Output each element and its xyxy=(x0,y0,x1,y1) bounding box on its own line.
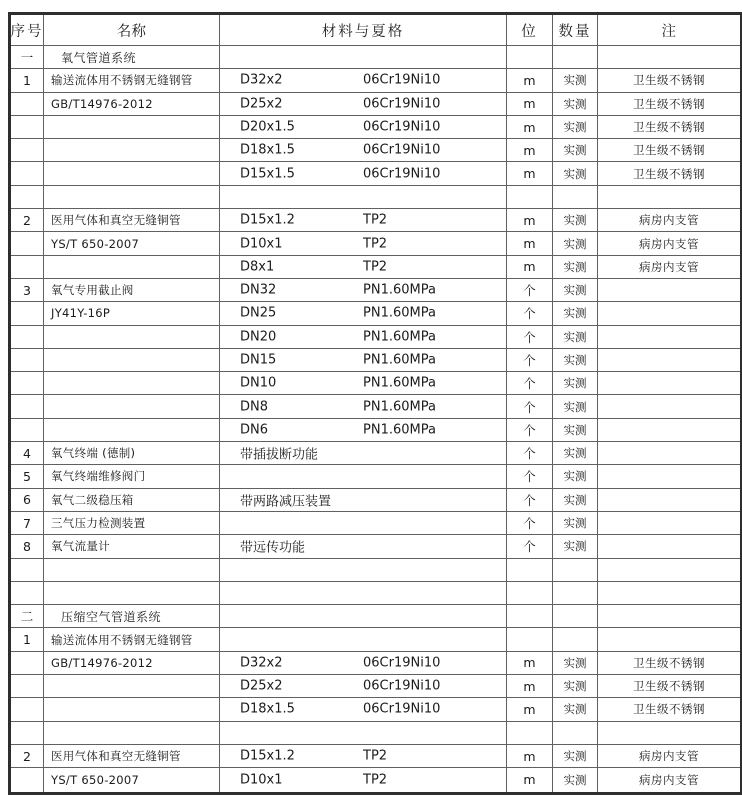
cell-quantity: 实测 xyxy=(553,232,598,254)
cell-note: 卫生级不锈钢 xyxy=(633,120,705,135)
cell-quantity: 实测 xyxy=(553,256,598,278)
cell-unit: m xyxy=(507,256,553,278)
spec-material: 06Cr19Ni10 xyxy=(363,119,441,135)
cell-unit xyxy=(507,582,553,604)
cell-serial xyxy=(11,232,44,254)
cell-unit: 个 xyxy=(507,372,553,394)
cell-unit: m xyxy=(507,162,553,184)
cell-serial: 1 xyxy=(11,69,44,91)
table-row xyxy=(11,116,740,139)
cell-quantity: 实测 xyxy=(553,209,598,231)
cell-note xyxy=(598,419,740,441)
cell-serial xyxy=(11,768,44,791)
spec-material: 06Cr19Ni10 xyxy=(363,655,441,671)
cell-note xyxy=(598,302,740,324)
cell-name xyxy=(44,326,220,348)
cell-quantity: 实测 xyxy=(553,116,598,138)
table-row xyxy=(11,605,740,628)
spec-material: 06Cr19Ni10 xyxy=(363,678,441,694)
cell-note xyxy=(598,46,740,68)
cell-serial xyxy=(11,582,44,604)
cell-name xyxy=(44,256,220,278)
spec-material: PN1.60MPa xyxy=(363,422,436,438)
cell-note xyxy=(598,395,740,417)
cell-note xyxy=(598,559,740,581)
cell-spec xyxy=(220,675,507,697)
cell-unit xyxy=(507,605,553,627)
cell-spec xyxy=(220,116,507,138)
cell-spec xyxy=(220,722,507,744)
cell-note: 卫生级不锈钢 xyxy=(633,166,705,181)
cell-unit xyxy=(507,186,553,208)
cell-name xyxy=(44,372,220,394)
cell-name xyxy=(44,349,220,371)
cell-quantity xyxy=(553,605,598,627)
cell-serial: 6 xyxy=(11,489,44,511)
cell-serial: 4 xyxy=(11,442,44,464)
table-row xyxy=(11,465,740,488)
cell-note: 卫生级不锈钢 xyxy=(633,655,705,670)
cell-spec xyxy=(220,326,507,348)
cell-spec xyxy=(220,209,507,231)
cell-name: 医用气体和真空无缝铜管 xyxy=(44,209,220,231)
spec-size: D18x1.5 xyxy=(240,701,295,717)
spec-size: DN8 xyxy=(240,399,269,415)
spec-size: D15x1.2 xyxy=(240,212,295,228)
cell-spec xyxy=(220,372,507,394)
cell-name: 氧气管道系统 xyxy=(44,46,220,68)
cell-quantity: 实测 xyxy=(553,489,598,511)
cell-spec xyxy=(220,232,507,254)
cell-serial xyxy=(11,675,44,697)
table-row xyxy=(11,279,740,302)
cell-note: 病房内支管 xyxy=(639,213,699,228)
table-row xyxy=(11,675,740,698)
cell-unit: 个 xyxy=(507,465,553,487)
table-row xyxy=(11,69,740,92)
table-row xyxy=(11,372,740,395)
cell-spec xyxy=(220,582,507,604)
cell-serial: 2 xyxy=(11,745,44,767)
cell-note xyxy=(598,326,740,348)
cell-name: YS/T 650-2007 xyxy=(44,768,220,791)
cell-spec xyxy=(220,279,507,301)
cell-name xyxy=(44,395,220,417)
table-row xyxy=(11,652,740,675)
cell-quantity xyxy=(553,559,598,581)
table-row xyxy=(11,162,740,185)
cell-note: 卫生级不锈钢 xyxy=(633,679,705,694)
spec-size: D18x1.5 xyxy=(240,142,295,158)
cell-quantity: 实测 xyxy=(553,442,598,464)
spec-material: PN1.60MPa xyxy=(363,329,436,345)
cell-unit: m xyxy=(507,232,553,254)
table-row xyxy=(11,302,740,325)
cell-serial xyxy=(11,256,44,278)
cell-note: 卫生级不锈钢 xyxy=(633,143,705,158)
cell-quantity: 实测 xyxy=(553,419,598,441)
spec-size: D32x2 xyxy=(240,655,283,671)
cell-serial xyxy=(11,326,44,348)
cell-note xyxy=(598,628,740,650)
cell-unit: m xyxy=(507,116,553,138)
table-row xyxy=(11,698,740,721)
spec-size: DN15 xyxy=(240,352,277,368)
table-row xyxy=(11,395,740,418)
cell-quantity: 实测 xyxy=(553,93,598,115)
cell-quantity: 实测 xyxy=(553,372,598,394)
spec-size: 带远传功能 xyxy=(240,540,306,556)
spec-size: DN25 xyxy=(240,305,277,321)
spec-size: DN10 xyxy=(240,375,277,391)
cell-serial xyxy=(11,395,44,417)
header-col-spec: 材料与夏格 xyxy=(220,15,507,45)
cell-note xyxy=(598,535,740,557)
header-col-note: 注 xyxy=(661,23,677,40)
table-row xyxy=(11,745,740,768)
cell-spec xyxy=(220,46,507,68)
cell-spec xyxy=(220,489,507,511)
cell-spec xyxy=(220,419,507,441)
cell-quantity xyxy=(553,722,598,744)
table-row xyxy=(11,209,740,232)
spec-material: TP2 xyxy=(363,772,388,788)
cell-name: 氧气二级稳压箱 xyxy=(44,489,220,511)
cell-serial xyxy=(11,139,44,161)
cell-serial xyxy=(11,349,44,371)
spec-material: 06Cr19Ni10 xyxy=(363,701,441,717)
spec-material: TP2 xyxy=(363,212,388,228)
cell-quantity xyxy=(553,46,598,68)
cell-serial xyxy=(11,372,44,394)
cell-quantity: 实测 xyxy=(553,69,598,91)
spec-size: 带两路减压装置 xyxy=(240,494,332,510)
cell-spec xyxy=(220,442,507,464)
spec-material: 06Cr19Ni10 xyxy=(363,142,441,158)
cell-name xyxy=(44,675,220,697)
cell-quantity: 实测 xyxy=(553,512,598,534)
cell-name: 氧气专用截止阀 xyxy=(44,279,220,301)
cell-name xyxy=(44,139,220,161)
cell-serial xyxy=(11,162,44,184)
cell-unit xyxy=(507,46,553,68)
cell-serial: 8 xyxy=(11,535,44,557)
spec-material: 06Cr19Ni10 xyxy=(363,96,441,112)
cell-serial: 3 xyxy=(11,279,44,301)
spec-material: PN1.60MPa xyxy=(363,305,436,321)
cell-unit: 个 xyxy=(507,395,553,417)
spec-material: PN1.60MPa xyxy=(363,352,436,368)
cell-quantity: 实测 xyxy=(553,535,598,557)
cell-unit: 个 xyxy=(507,326,553,348)
header-col-unit: 位 xyxy=(507,15,553,45)
cell-serial xyxy=(11,652,44,674)
spec-size: D25x2 xyxy=(240,96,283,112)
table-row xyxy=(11,768,740,791)
table-row xyxy=(11,582,740,605)
spec-size: D25x2 xyxy=(240,678,283,694)
cell-quantity: 实测 xyxy=(553,698,598,720)
cell-serial: 二 xyxy=(11,605,44,627)
cell-spec xyxy=(220,628,507,650)
cell-serial xyxy=(11,722,44,744)
table-row xyxy=(11,256,740,279)
cell-name: 氧气终端 (德制) xyxy=(44,442,220,464)
cell-unit: 个 xyxy=(507,489,553,511)
cell-quantity: 实测 xyxy=(553,652,598,674)
spec-size: D10x1 xyxy=(240,772,283,788)
cell-unit: 个 xyxy=(507,279,553,301)
header-col-quantity: 数量 xyxy=(553,15,598,45)
table-row xyxy=(11,349,740,372)
cell-unit: 个 xyxy=(507,419,553,441)
cell-note xyxy=(598,489,740,511)
cell-quantity xyxy=(553,628,598,650)
cell-unit: m xyxy=(507,745,553,767)
cell-quantity: 实测 xyxy=(553,279,598,301)
cell-note xyxy=(598,582,740,604)
cell-note xyxy=(598,349,740,371)
table-row xyxy=(11,232,740,255)
cell-serial: 2 xyxy=(11,209,44,231)
cell-unit: m xyxy=(507,768,553,791)
spec-material: PN1.60MPa xyxy=(363,282,436,298)
table-row xyxy=(11,186,740,209)
table-row xyxy=(11,559,740,582)
cell-unit: 个 xyxy=(507,442,553,464)
cell-quantity: 实测 xyxy=(553,302,598,324)
table-row xyxy=(11,442,740,465)
cell-note xyxy=(598,372,740,394)
cell-unit: m xyxy=(507,652,553,674)
cell-unit: 个 xyxy=(507,302,553,324)
table-row xyxy=(11,326,740,349)
cell-unit: m xyxy=(507,93,553,115)
cell-note xyxy=(598,279,740,301)
cell-spec xyxy=(220,395,507,417)
cell-note: 病房内支管 xyxy=(639,236,699,251)
cell-note xyxy=(598,722,740,744)
table-row xyxy=(11,535,740,558)
cell-spec xyxy=(220,605,507,627)
cell-unit: m xyxy=(507,69,553,91)
spec-size: D32x2 xyxy=(240,72,283,88)
cell-spec xyxy=(220,302,507,324)
cell-serial xyxy=(11,116,44,138)
cell-name xyxy=(44,698,220,720)
cell-quantity: 实测 xyxy=(553,465,598,487)
table-row xyxy=(11,489,740,512)
cell-unit: m xyxy=(507,675,553,697)
spec-material: PN1.60MPa xyxy=(363,375,436,391)
cell-quantity: 实测 xyxy=(553,745,598,767)
cell-note: 卫生级不锈钢 xyxy=(633,96,705,111)
cell-name xyxy=(44,722,220,744)
cell-spec xyxy=(220,745,507,767)
cell-name: JY41Y-16P xyxy=(44,302,220,324)
cell-spec xyxy=(220,465,507,487)
table-body xyxy=(11,46,740,792)
cell-serial xyxy=(11,419,44,441)
cell-unit: m xyxy=(507,698,553,720)
cell-serial xyxy=(11,302,44,324)
cell-name: 氧气终端维修阀门 xyxy=(44,465,220,487)
cell-spec xyxy=(220,349,507,371)
spec-size: D15x1.5 xyxy=(240,166,295,182)
cell-note xyxy=(598,186,740,208)
cell-quantity xyxy=(553,582,598,604)
cell-serial xyxy=(11,93,44,115)
cell-spec xyxy=(220,512,507,534)
cell-name xyxy=(44,419,220,441)
spec-size: 带插拔断功能 xyxy=(240,447,319,463)
cell-note: 卫生级不锈钢 xyxy=(633,702,705,717)
cell-note: 病房内支管 xyxy=(639,772,699,787)
cell-unit: 个 xyxy=(507,349,553,371)
cell-name xyxy=(44,559,220,581)
cell-spec xyxy=(220,768,507,791)
cell-serial xyxy=(11,698,44,720)
spec-material: TP2 xyxy=(363,259,388,275)
cell-quantity: 实测 xyxy=(553,395,598,417)
cell-quantity: 实测 xyxy=(553,326,598,348)
material-schedule-table xyxy=(8,12,742,795)
spec-size: DN6 xyxy=(240,422,269,438)
spec-material: TP2 xyxy=(363,748,388,764)
cell-name: 氧气流量计 xyxy=(44,535,220,557)
spec-size: D15x1.2 xyxy=(240,748,295,764)
header-col-serial: 序号 xyxy=(11,15,44,45)
cell-note xyxy=(598,465,740,487)
cell-spec xyxy=(220,139,507,161)
cell-quantity xyxy=(553,186,598,208)
cell-serial: 一 xyxy=(11,46,44,68)
cell-name: 输送流体用不锈钢无缝钢管 xyxy=(44,69,220,91)
cell-name: 三气压力检测装置 xyxy=(44,512,220,534)
cell-spec xyxy=(220,256,507,278)
cell-serial: 1 xyxy=(11,628,44,650)
table-row xyxy=(11,419,740,442)
cell-unit: m xyxy=(507,139,553,161)
cell-quantity: 实测 xyxy=(553,768,598,791)
cell-unit: m xyxy=(507,209,553,231)
cell-unit: 个 xyxy=(507,512,553,534)
cell-quantity: 实测 xyxy=(553,675,598,697)
cell-note: 病房内支管 xyxy=(639,259,699,274)
spec-size: D10x1 xyxy=(240,236,283,252)
cell-name: GB/T14976-2012 xyxy=(44,652,220,674)
cell-name: 压缩空气管道系统 xyxy=(44,605,220,627)
cell-quantity: 实测 xyxy=(553,139,598,161)
cell-name xyxy=(44,116,220,138)
cell-name: GB/T14976-2012 xyxy=(44,93,220,115)
cell-note xyxy=(598,605,740,627)
cell-spec xyxy=(220,69,507,91)
cell-unit: 个 xyxy=(507,535,553,557)
table-row xyxy=(11,93,740,116)
cell-note xyxy=(598,512,740,534)
spec-size: D20x1.5 xyxy=(240,119,295,135)
cell-serial: 5 xyxy=(11,465,44,487)
spec-size: DN32 xyxy=(240,282,277,298)
cell-name xyxy=(44,162,220,184)
cell-quantity: 实测 xyxy=(553,349,598,371)
cell-unit xyxy=(507,722,553,744)
cell-spec xyxy=(220,652,507,674)
table-row xyxy=(11,46,740,69)
cell-name xyxy=(44,186,220,208)
cell-name xyxy=(44,582,220,604)
spec-size: DN20 xyxy=(240,329,277,345)
table-row xyxy=(11,512,740,535)
cell-spec xyxy=(220,93,507,115)
table-row xyxy=(11,722,740,745)
cell-spec xyxy=(220,535,507,557)
cell-note xyxy=(598,442,740,464)
cell-note: 卫生级不锈钢 xyxy=(633,73,705,88)
spec-material: 06Cr19Ni10 xyxy=(363,166,441,182)
cell-serial xyxy=(11,559,44,581)
table-row xyxy=(11,628,740,651)
cell-name: YS/T 650-2007 xyxy=(44,232,220,254)
cell-name: 医用气体和真空无缝铜管 xyxy=(44,745,220,767)
spec-material: PN1.60MPa xyxy=(363,399,436,415)
cell-spec xyxy=(220,698,507,720)
cell-spec xyxy=(220,559,507,581)
cell-name: 输送流体用不锈钢无缝钢管 xyxy=(44,628,220,650)
cell-spec xyxy=(220,162,507,184)
spec-size: D8x1 xyxy=(240,259,275,275)
spec-material: 06Cr19Ni10 xyxy=(363,72,441,88)
header-col-name: 名称 xyxy=(44,15,220,45)
spec-material: TP2 xyxy=(363,236,388,252)
table-row xyxy=(11,139,740,162)
cell-unit xyxy=(507,559,553,581)
cell-note: 病房内支管 xyxy=(639,749,699,764)
table-header-row xyxy=(11,15,740,46)
cell-unit xyxy=(507,628,553,650)
cell-spec xyxy=(220,186,507,208)
cell-serial: 7 xyxy=(11,512,44,534)
cell-quantity: 实测 xyxy=(553,162,598,184)
cell-serial xyxy=(11,186,44,208)
